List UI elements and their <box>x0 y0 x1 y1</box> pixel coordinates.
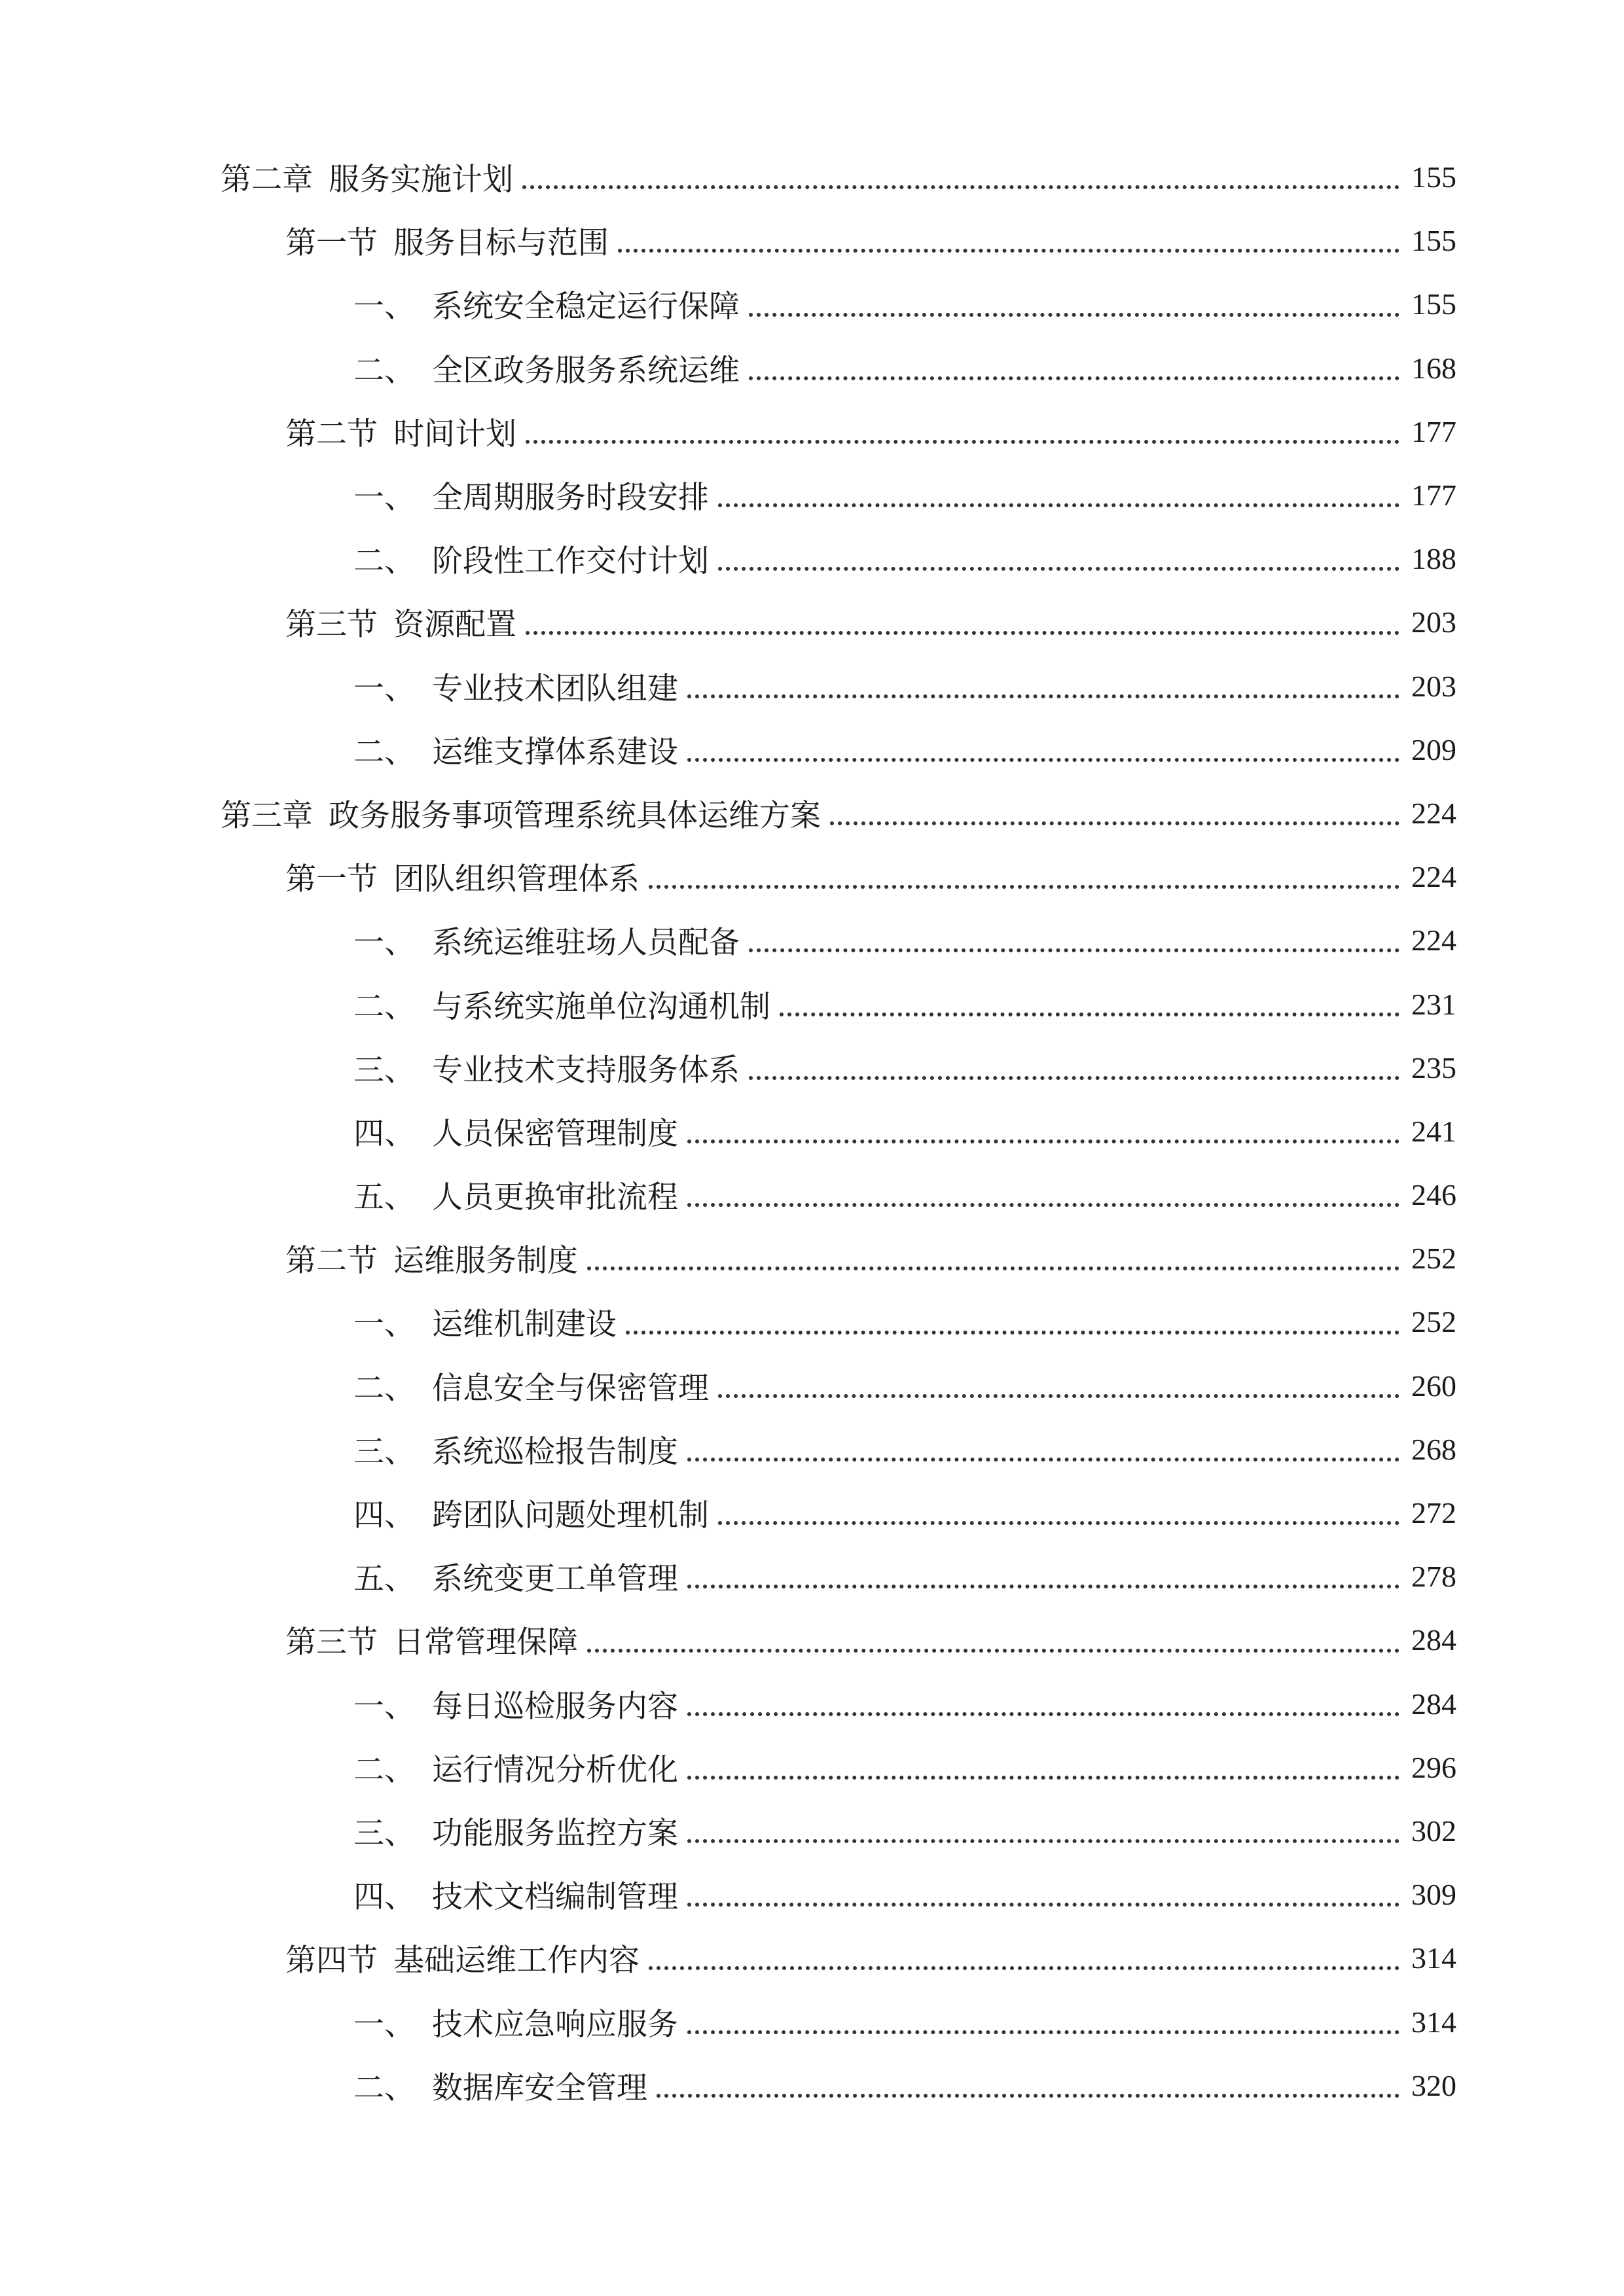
table-of-contents <box>0 145 1624 2117</box>
toc-entry[interactable] <box>0 1608 1624 1672</box>
toc-entry-page-number: 252 <box>1411 1242 1456 1276</box>
toc-entry-title: 人员更换审批流程 <box>432 1179 678 1216</box>
dot-leader <box>749 313 1399 317</box>
toc-entry[interactable] <box>0 845 1624 908</box>
dot-leader <box>718 567 1399 571</box>
toc-entry[interactable] <box>0 463 1624 527</box>
toc-entry-page-number: 209 <box>1411 732 1456 766</box>
dot-leader <box>587 1266 1399 1270</box>
toc-entry-title: 全周期服务时段安排 <box>432 480 709 516</box>
toc-entry-title: 阶段性工作交付计划 <box>432 543 709 580</box>
toc-entry-page-number: 155 <box>1411 160 1456 194</box>
dot-leader <box>526 440 1399 444</box>
dot-leader <box>830 821 1399 825</box>
toc-entry-page-number: 155 <box>1411 224 1456 258</box>
toc-entry-title: 运维机制建设 <box>432 1306 617 1343</box>
dot-leader <box>749 1076 1399 1080</box>
dot-leader <box>718 1394 1399 1398</box>
toc-entry-page-number: 272 <box>1411 1496 1456 1530</box>
toc-entry-page-number: 235 <box>1411 1050 1456 1085</box>
toc-entry-page-number: 203 <box>1411 669 1456 703</box>
dot-leader <box>687 1903 1399 1907</box>
toc-entry-page-number: 246 <box>1411 1178 1456 1212</box>
toc-entry[interactable] <box>0 1036 1624 1100</box>
toc-entry[interactable] <box>0 1926 1624 1990</box>
dot-leader <box>687 694 1399 698</box>
toc-entry-number: 第二章 <box>221 162 313 198</box>
toc-entry-number: 第三节 <box>285 1624 378 1661</box>
toc-entry-page-number: 284 <box>1411 1687 1456 1721</box>
dot-leader <box>522 185 1399 189</box>
toc-entry-page-number: 268 <box>1411 1432 1456 1466</box>
toc-entry-page-number: 252 <box>1411 1305 1456 1339</box>
toc-entry-title: 数据库安全管理 <box>432 2070 647 2106</box>
toc-entry[interactable] <box>0 209 1624 272</box>
toc-entry-number: 一、 <box>353 1306 415 1343</box>
toc-entry-page-number: 314 <box>1411 1941 1456 1975</box>
toc-entry[interactable] <box>0 1672 1624 1736</box>
toc-entry-title: 资源配置 <box>393 607 516 643</box>
toc-entry[interactable] <box>0 272 1624 336</box>
toc-entry-number: 一、 <box>353 670 415 707</box>
toc-entry-title: 专业技术支持服务体系 <box>432 1052 740 1088</box>
toc-entry-page-number: 302 <box>1411 1814 1456 1848</box>
toc-entry-number: 二、 <box>353 543 415 580</box>
toc-entry-page-number: 296 <box>1411 1750 1456 1784</box>
toc-entry[interactable] <box>0 145 1624 209</box>
toc-entry[interactable] <box>0 336 1624 400</box>
toc-entry-page-number: 203 <box>1411 605 1456 639</box>
toc-entry[interactable] <box>0 1100 1624 1163</box>
toc-entry-number: 第三节 <box>285 607 378 643</box>
toc-entry-number: 二、 <box>353 734 415 770</box>
toc-entry[interactable] <box>0 781 1624 845</box>
toc-entry-page-number: 284 <box>1411 1623 1456 1657</box>
toc-entry-number: 第四节 <box>285 1943 378 1979</box>
toc-entry-title: 基础运维工作内容 <box>393 1943 640 1979</box>
toc-entry-number: 三、 <box>353 1815 415 1852</box>
toc-entry-title: 系统运维驻场人员配备 <box>432 925 740 961</box>
dot-leader <box>626 1331 1399 1335</box>
toc-entry-title: 系统变更工单管理 <box>432 1561 678 1598</box>
toc-entry-page-number: 224 <box>1411 796 1456 830</box>
toc-entry-number: 二、 <box>353 988 415 1025</box>
toc-entry-page-number: 320 <box>1411 2068 1456 2102</box>
toc-entry-page-number: 155 <box>1411 287 1456 321</box>
dot-leader <box>657 2094 1399 2098</box>
toc-entry[interactable] <box>0 718 1624 781</box>
dot-leader <box>687 1712 1399 1716</box>
dot-leader <box>687 1585 1399 1588</box>
toc-entry-page-number: 224 <box>1411 924 1456 958</box>
toc-entry[interactable] <box>0 1545 1624 1608</box>
dot-leader <box>687 1776 1399 1780</box>
toc-entry[interactable] <box>0 1290 1624 1354</box>
toc-entry-number: 一、 <box>353 1688 415 1725</box>
toc-entry-number: 四、 <box>353 1879 415 1916</box>
toc-entry-page-number: 188 <box>1411 542 1456 576</box>
toc-entry-number: 四、 <box>353 1498 415 1534</box>
dot-leader <box>687 758 1399 762</box>
toc-entry-number: 三、 <box>353 1052 415 1088</box>
toc-entry-number: 二、 <box>353 2070 415 2106</box>
toc-entry-title: 日常管理保障 <box>393 1624 578 1661</box>
toc-entry-title: 服务实施计划 <box>329 162 513 198</box>
toc-entry-number: 一、 <box>353 925 415 961</box>
toc-entry-number: 第一节 <box>285 225 378 262</box>
toc-entry-page-number: 177 <box>1411 414 1456 448</box>
toc-entry[interactable] <box>0 590 1624 654</box>
toc-entry-number: 一、 <box>353 480 415 516</box>
toc-entry[interactable] <box>0 908 1624 972</box>
toc-entry-title: 跨团队问题处理机制 <box>432 1498 709 1534</box>
toc-entry-title: 专业技术团队组建 <box>432 670 678 707</box>
toc-entry-title: 技术文档编制管理 <box>432 1879 678 1916</box>
dot-leader <box>687 1139 1399 1143</box>
toc-entry-page-number: 231 <box>1411 987 1456 1021</box>
toc-entry-number: 五、 <box>353 1179 415 1216</box>
toc-entry-title: 团队组织管理体系 <box>393 861 640 898</box>
toc-entry[interactable] <box>0 527 1624 590</box>
toc-entry-title: 人员保密管理制度 <box>432 1115 678 1152</box>
dot-leader <box>687 1839 1399 1843</box>
toc-entry-title: 功能服务监控方案 <box>432 1815 678 1852</box>
toc-entry-title: 全区政务服务系统运维 <box>432 352 740 389</box>
toc-entry-number: 一、 <box>353 289 415 325</box>
dot-leader <box>749 948 1399 952</box>
toc-entry-number: 第二节 <box>285 1243 378 1280</box>
dot-leader <box>587 1649 1399 1653</box>
toc-entry-page-number: 260 <box>1411 1369 1456 1403</box>
toc-entry-number: 四、 <box>353 1115 415 1152</box>
toc-entry[interactable] <box>0 1736 1624 1799</box>
dot-leader <box>718 503 1399 507</box>
toc-entry-title: 运行情况分析优化 <box>432 1751 678 1788</box>
toc-entry-title: 运维支撑体系建设 <box>432 734 678 770</box>
toc-entry[interactable] <box>0 1990 1624 2053</box>
toc-entry-title: 政务服务事项管理系统具体运维方案 <box>329 797 821 834</box>
toc-entry[interactable] <box>0 972 1624 1035</box>
toc-entry-number: 二、 <box>353 1751 415 1788</box>
toc-entry-page-number: 309 <box>1411 1878 1456 1912</box>
toc-entry-number: 第三章 <box>221 797 313 834</box>
dot-leader <box>526 631 1399 635</box>
toc-entry[interactable] <box>0 1481 1624 1545</box>
toc-entry-page-number: 241 <box>1411 1114 1456 1148</box>
toc-entry-page-number: 224 <box>1411 860 1456 894</box>
toc-entry[interactable] <box>0 1863 1624 1926</box>
toc-entry-page-number: 168 <box>1411 351 1456 385</box>
toc-entry-title: 系统安全稳定运行保障 <box>432 289 740 325</box>
dot-leader <box>618 249 1399 253</box>
toc-entry[interactable] <box>0 1227 1624 1290</box>
toc-entry-title: 技术应急响应服务 <box>432 2006 678 2043</box>
toc-entry[interactable] <box>0 1163 1624 1227</box>
toc-entry-number: 第二节 <box>285 416 378 452</box>
toc-entry-page-number: 314 <box>1411 2005 1456 2039</box>
toc-entry-number: 一、 <box>353 2006 415 2043</box>
toc-entry[interactable] <box>0 1354 1624 1418</box>
toc-entry-title: 运维服务制度 <box>393 1243 578 1280</box>
dot-leader <box>649 1966 1399 1970</box>
dot-leader <box>687 1458 1399 1462</box>
toc-entry[interactable] <box>0 400 1624 463</box>
toc-entry-number: 二、 <box>353 352 415 389</box>
toc-entry-number: 二、 <box>353 1370 415 1407</box>
toc-entry-page-number: 278 <box>1411 1560 1456 1594</box>
toc-entry-title: 与系统实施单位沟通机制 <box>432 988 770 1025</box>
toc-entry-number: 三、 <box>353 1433 415 1470</box>
toc-entry-title: 时间计划 <box>393 416 516 452</box>
dot-leader <box>687 1203 1399 1207</box>
dot-leader <box>649 885 1399 889</box>
toc-entry[interactable] <box>0 2054 1624 2117</box>
toc-entry-title: 服务目标与范围 <box>393 225 609 262</box>
toc-entry-page-number: 177 <box>1411 478 1456 512</box>
toc-entry-title: 信息安全与保密管理 <box>432 1370 709 1407</box>
toc-entry-title: 系统巡检报告制度 <box>432 1433 678 1470</box>
toc-entry-number: 五、 <box>353 1561 415 1598</box>
toc-entry-number: 第一节 <box>285 861 378 898</box>
dot-leader <box>749 376 1399 380</box>
toc-entry[interactable] <box>0 1799 1624 1863</box>
dot-leader <box>718 1521 1399 1525</box>
toc-entry[interactable] <box>0 655 1624 718</box>
dot-leader <box>687 2030 1399 2034</box>
toc-entry-title: 每日巡检服务内容 <box>432 1688 678 1725</box>
dot-leader <box>780 1013 1399 1016</box>
toc-entry[interactable] <box>0 1418 1624 1481</box>
